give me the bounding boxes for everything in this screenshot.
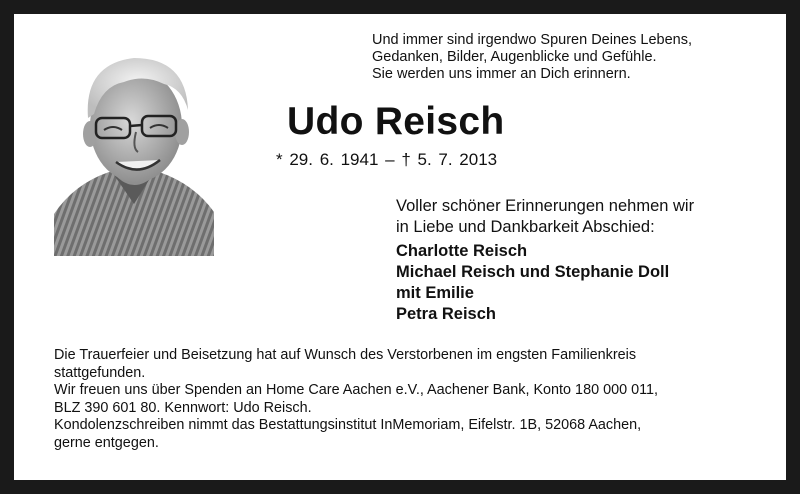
life-dates: * 29. 6. 1941 – † 5. 7. 2013 [276,150,498,169]
notes-line: Wir freuen uns über Spenden an Home Care Aachen e.V., Aachener Bank, Konto 180 000 011, [54,382,659,398]
notes-line: stattgefunden. [54,364,146,381]
notes-line: gerne entgegen. [54,434,159,451]
farewell-line: Voller schöner Erinnerungen nehmen wir [396,197,695,215]
memorial-quote [372,32,772,83]
portrait-photo [54,44,214,256]
deceased-name: Udo Reisch [287,100,505,143]
quote-line: Und immer sind irgendwo Spuren Deines Lebens, [372,32,692,48]
notes-line: Die Trauerfeier und Beisetzung hat auf Wunsch des Verstorbenen im engsten Familienkreis [54,347,637,363]
family-member: Charlotte Reisch [396,242,528,260]
quote-line: Sie werden uns immer an Dich erinnern. [372,66,631,82]
family-member: mit Emilie [396,284,474,302]
farewell-text [396,196,694,238]
family-member: Petra Reisch [396,305,496,323]
quote-line: Gedanken, Bilder, Augenblicke und Gefühle. [372,49,657,65]
family-member: Michael Reisch und Stephanie Doll [396,263,670,281]
family-names [396,241,669,325]
notes-line: Kondolenzschreiben nimmt das Bestattungsinstitut InMemoriam, Eifelstr. 1B, 52068 Aachen, [54,417,642,433]
farewell-line: in Liebe und Dankbarkeit Abschied: [396,218,655,236]
funeral-notes [54,347,754,452]
notes-line: BLZ 390 601 80. Kennwort: Udo Reisch. [54,399,312,416]
